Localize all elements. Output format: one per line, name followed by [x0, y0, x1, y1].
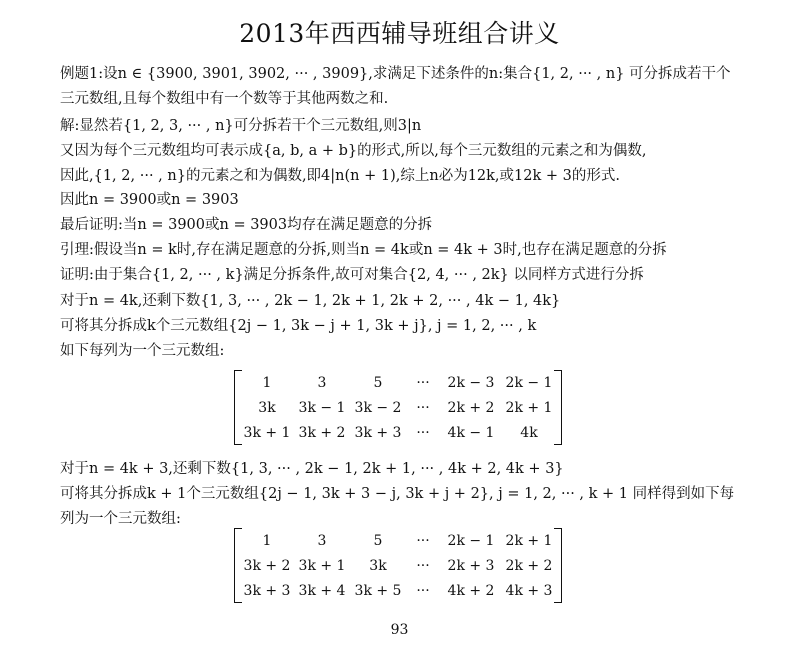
- matrix-cell: 3k + 3: [354, 424, 402, 441]
- matrix-cell: ···: [416, 399, 430, 416]
- text-line: 因此,{1, 2, ··· , n}的元素之和为偶数,即4|n(n + 1),综上n必为12k,或12k + 3的形式.: [60, 168, 620, 184]
- matrix-cell: 5: [373, 532, 383, 549]
- matrix-cell: 2k + 2: [447, 399, 495, 416]
- matrix-cell: ···: [416, 582, 430, 599]
- matrix-cell: ···: [416, 374, 430, 391]
- text-line: 可将其分拆成k + 1个三元数组{2j − 1, 3k + 3 − j, 3k + j + 2}, j = 1, 2, ··· , k + 1 同样得到如下每: [60, 486, 735, 502]
- page-number: 93: [390, 622, 409, 638]
- matrix-cell: 2k − 1: [505, 374, 553, 391]
- matrix-cell: ···: [416, 557, 430, 574]
- matrix-cell: 1: [262, 374, 272, 391]
- text-line: 对于n = 4k,还剩下数{1, 3, ··· , 2k − 1, 2k + 1, 2k + 2, ··· , 4k − 1, 4k}: [60, 293, 561, 309]
- text-line: 解:显然若{1, 2, 3, ··· , n}可分拆若干个三元数组,则3|n: [60, 118, 422, 134]
- matrix-cell: ···: [416, 532, 430, 549]
- matrix-cell: 4k: [520, 424, 538, 441]
- text-line: 证明:由于集合{1, 2, ··· , k}满足分拆条件,故可对集合{2, 4, ··· , 2k} 以同样方式进行分拆: [60, 267, 644, 283]
- matrix-case-4k: [234, 370, 562, 445]
- matrix-cell: 5: [373, 374, 383, 391]
- matrix-cell: 4k + 3: [505, 582, 553, 599]
- text-line: 引理:假设当n = k时,存在满足题意的分拆,则当n = 4k或n = 4k + 3时,也存在满足题意的分拆: [60, 242, 667, 258]
- matrix-cell: 2k + 1: [505, 399, 553, 416]
- matrix-cell: 3k − 2: [354, 399, 402, 416]
- text-line: 又因为每个三元数组均可表示成{a, b, a + b}的形式,所以,每个三元数组的元素之和为偶数,: [60, 143, 647, 159]
- text-line: 三元数组,且每个数组中有一个数等于其他两数之和.: [60, 91, 389, 107]
- matrix-cell: 3k: [369, 557, 387, 574]
- matrix-cell: 2k + 2: [505, 557, 553, 574]
- matrix-cell: 3k: [258, 399, 276, 416]
- matrix-table: [240, 528, 556, 603]
- text-line: 例题1:设n ∈ {3900, 3901, 3902, ··· , 3909},求满足下述条件的n:集合{1, 2, ··· , n} 可分拆成若干个: [60, 66, 731, 82]
- text-line: 如下每列为一个三元数组:: [60, 343, 225, 359]
- matrix-cell: 3k + 2: [298, 424, 346, 441]
- matrix-cell: 3k + 3: [243, 582, 291, 599]
- text-line: 列为一个三元数组:: [60, 511, 181, 527]
- matrix-cell: 4k − 1: [447, 424, 495, 441]
- matrix-cell: 4k + 2: [447, 582, 495, 599]
- matrix-right-bracket: [554, 370, 562, 445]
- text-line: 对于n = 4k + 3,还剩下数{1, 3, ··· , 2k − 1, 2k + 1, ··· , 4k + 2, 4k + 3}: [60, 461, 564, 477]
- text-line: 因此n = 3900或n = 3903: [60, 192, 239, 208]
- matrix-cell: 2k + 3: [447, 557, 495, 574]
- matrix-cell: 2k − 1: [447, 532, 495, 549]
- matrix-cell: 3k − 1: [298, 399, 346, 416]
- matrix-cell: 3k + 5: [354, 582, 402, 599]
- matrix-cell: 2k + 1: [505, 532, 553, 549]
- matrix-cell: 3: [317, 374, 327, 391]
- matrix-cell: 1: [262, 532, 272, 549]
- document-title: 2013年西西辅导班组合讲义: [239, 19, 560, 48]
- text-line: 最后证明:当n = 3900或n = 3903均存在满足题意的分拆: [60, 217, 433, 233]
- matrix-cell: 3: [317, 532, 327, 549]
- matrix-cell: 3k + 1: [243, 424, 291, 441]
- matrix-cell: 3k + 2: [243, 557, 291, 574]
- matrix-cell: 2k − 3: [447, 374, 495, 391]
- matrix-cell: 3k + 1: [298, 557, 346, 574]
- matrix-right-bracket: [554, 528, 562, 603]
- matrix-table: [240, 370, 556, 445]
- matrix-case-4k-plus-3: [234, 528, 562, 603]
- matrix-cell: ···: [416, 424, 430, 441]
- matrix-cell: 3k + 4: [298, 582, 346, 599]
- text-line: 可将其分拆成k个三元数组{2j − 1, 3k − j + 1, 3k + j}, j = 1, 2, ··· , k: [60, 318, 537, 334]
